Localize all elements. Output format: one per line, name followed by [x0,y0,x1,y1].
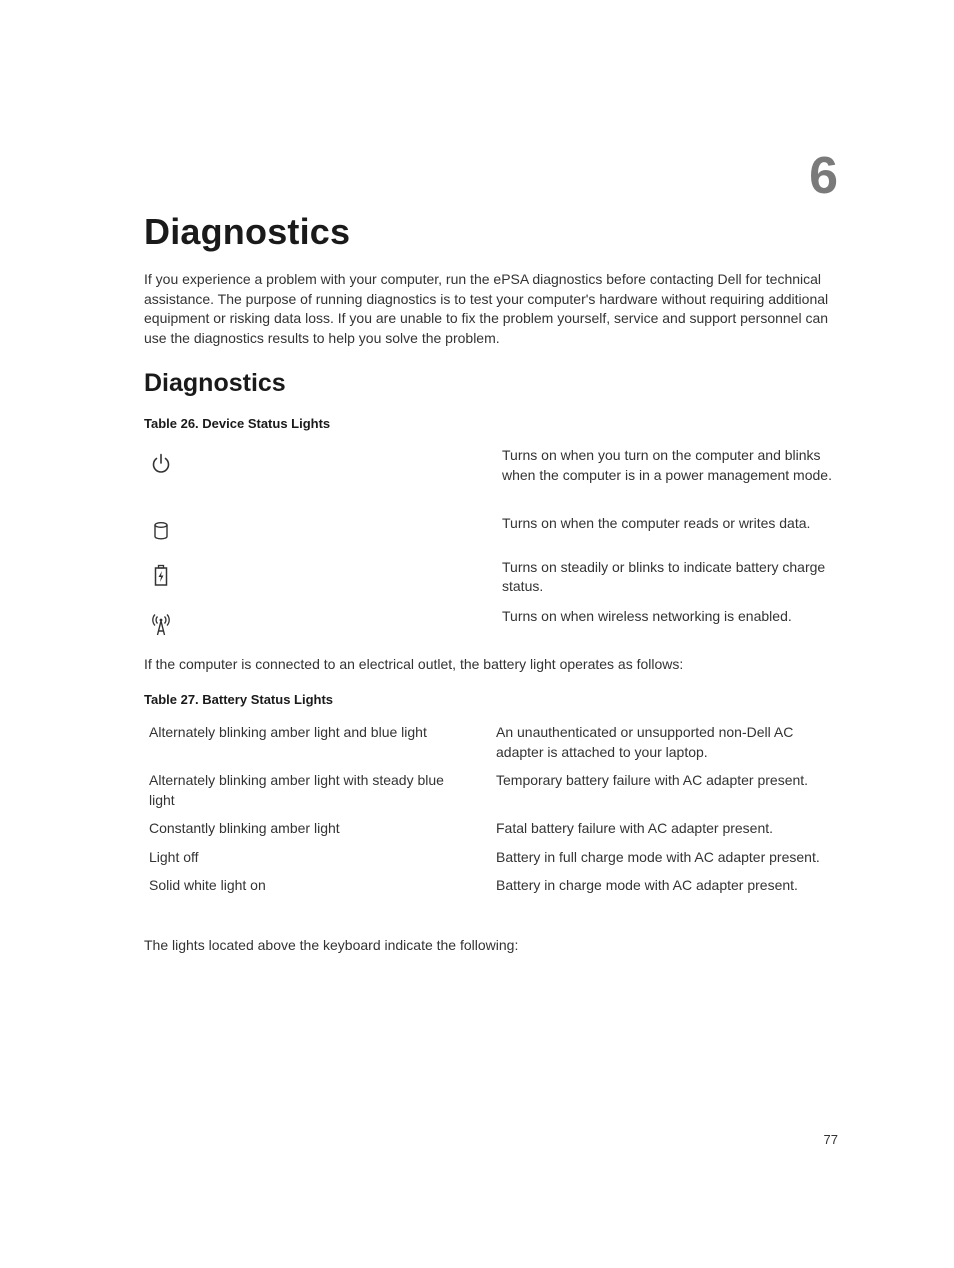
battery-icon [150,564,172,588]
icon-cell [144,558,497,607]
battery-light-state: Alternately blinking amber light and blue light [149,724,427,740]
device-light-description: Turns on when the computer reads or writes data. [502,515,811,531]
table-27-caption: Table 27. Battery Status Lights [144,692,334,707]
battery-light-state: Alternately blinking amber light with steady blue light [149,772,444,808]
device-light-description: Turns on when you turn on the computer and blinks when the computer is in a power management mode. [502,447,832,483]
table-row [144,514,838,558]
icon-cell [144,607,497,643]
chapter-intro: If you experience a problem with your computer, run the ePSA diagnostics before contacting Dell for technical assistance. The purpose of running diagnostics is to test your computer's hardware without requiring additional equipment or risking data loss. If you are unable to fix the problem yourself, service and support personnel can use the diagnostics results to help you solve the problem. [144,271,829,346]
icon-cell [144,514,497,558]
battery-light-description: Battery in full charge mode with AC adapter present. [496,848,820,865]
chapter-title: Diagnostics [144,211,351,252]
battery-light-description: Fatal battery failure with AC adapter present. [496,820,774,836]
table-row [144,876,838,905]
battery-light-state: Constantly blinking amber light [149,820,340,836]
table-row [144,607,838,643]
battery-status-lights-table [144,723,838,905]
hard-drive-icon [150,520,172,542]
table-row [144,446,838,514]
device-light-description: Turns on when wireless networking is enabled. [502,607,792,624]
outlet-paragraph: If the computer is connected to an electrical outlet, the battery light operates as follows: [144,656,684,672]
keyboard-lights-paragraph: The lights located above the keyboard indicate the following: [144,937,519,953]
device-status-lights-table [144,446,838,642]
table-row [144,558,838,607]
power-icon [150,452,172,476]
table-26-caption: Table 26. Device Status Lights [144,416,331,431]
table-row [144,723,838,771]
section-title: Diagnostics [144,369,286,397]
device-light-description: Turns on steadily or blinks to indicate battery charge status. [502,558,826,594]
battery-light-description: Battery in charge mode with AC adapter present. [496,877,798,893]
table-row [144,848,838,877]
page-number: 77 [823,1132,838,1147]
battery-light-description: Temporary battery failure with AC adapter present. [496,772,809,788]
chapter-number: 6 [809,147,838,205]
battery-light-state: Solid white light on [149,877,266,893]
wireless-icon [150,613,172,637]
table-row [144,819,838,848]
battery-light-description: An unauthenticated or unsupported non-Dell AC adapter is attached to your laptop. [496,724,794,760]
table-row [144,771,838,819]
icon-cell [144,446,497,514]
battery-light-state: Light off [149,848,199,865]
